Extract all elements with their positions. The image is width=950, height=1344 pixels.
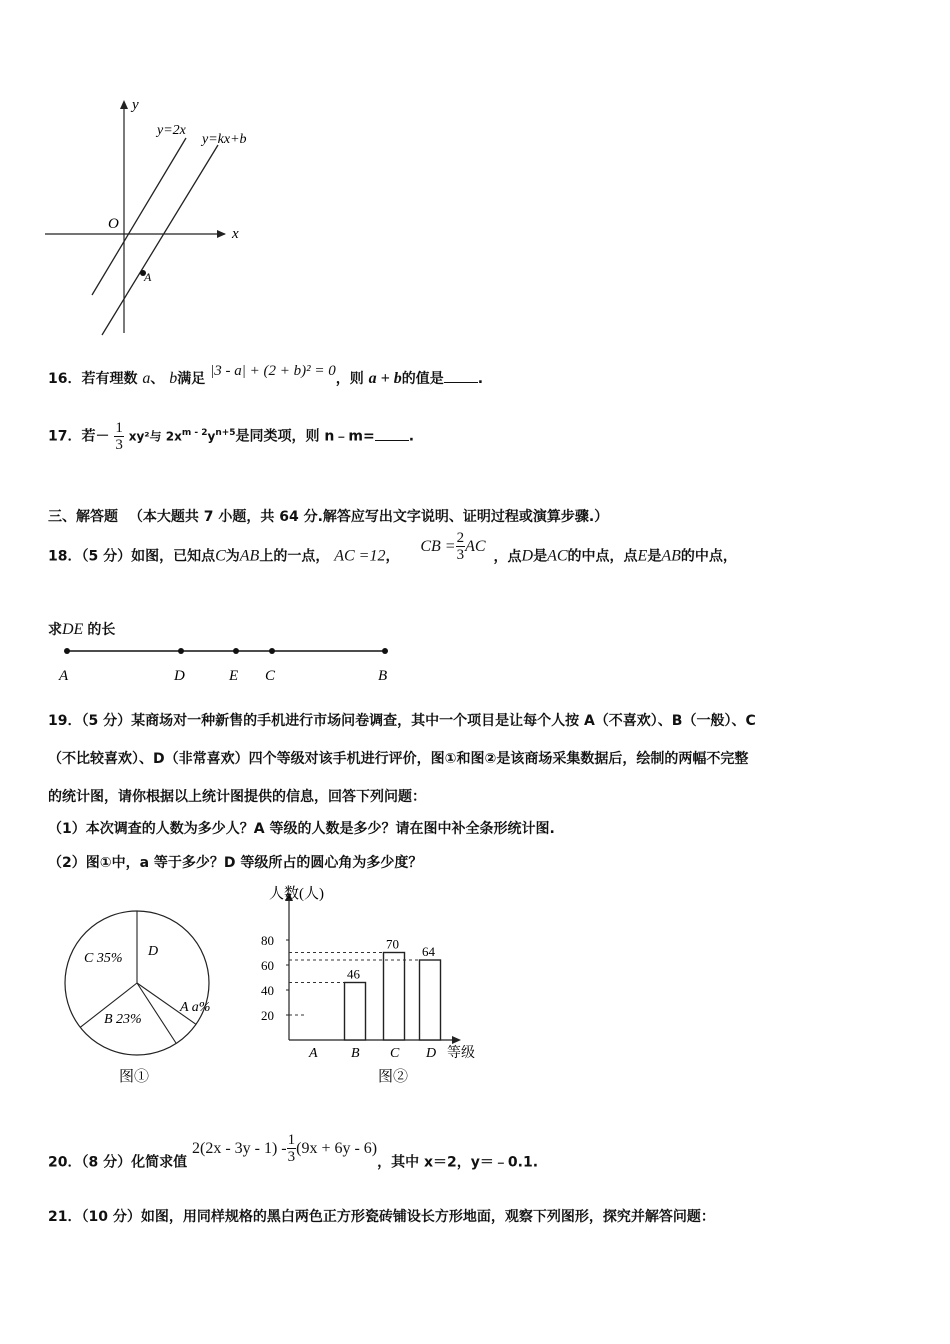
question-19-line2: （不比较喜欢）、D（非常喜欢）四个等级对该手机进行评价，图①和图②是该商场采集数据后，绘制的两幅不完整	[48, 751, 749, 767]
bar-chart	[255, 880, 490, 1090]
q17-end: .	[408, 428, 415, 445]
q16-text-b: 满足	[177, 371, 206, 387]
pie-slice-label: B 23%	[104, 1012, 142, 1027]
q18-cb-eq: CB =	[420, 537, 456, 555]
q18-ac-eq: AC =12	[334, 547, 386, 565]
q17-number: 17．	[48, 428, 82, 445]
q18-number: 18．	[48, 548, 82, 565]
q18-text-f: 的中点，点	[567, 548, 638, 565]
q20-expr-a: 2(2x - 3y - 1) -	[191, 1139, 287, 1157]
x-axis-label: x	[232, 226, 239, 242]
q18-fraction	[456, 530, 466, 563]
bar-d	[420, 960, 441, 1040]
point-d-dot	[178, 648, 184, 654]
pie-slice-label: D	[148, 944, 159, 959]
q18-text-g: 是	[647, 548, 662, 565]
bar-c	[384, 953, 405, 1041]
bar-y-tick-label: 60	[261, 958, 274, 973]
origin-label: O	[108, 216, 119, 232]
question-20	[48, 1132, 539, 1179]
q18-ab2: AB	[661, 547, 681, 565]
question-21: 21．（10 分）如图，用同样规格的黑白两色正方形瓷砖铺设长方形地面，观察下列图形，探究并解答问题：	[48, 1209, 715, 1225]
line1-label: y=2x	[157, 123, 186, 138]
q20-text-a: 化简求值	[131, 1154, 188, 1171]
q17-text-a: 若－	[81, 428, 110, 445]
q17-answer-blank[interactable]	[375, 428, 409, 441]
bar-b	[345, 983, 366, 1041]
q18-pt-d: D	[521, 547, 534, 565]
label-b: B	[378, 668, 388, 684]
question-18	[48, 530, 737, 573]
point-c-dot	[269, 648, 275, 654]
q17-fraction	[114, 420, 124, 453]
q20-formula	[191, 1132, 378, 1165]
question-19-line3: 的统计图，请你根据以上统计图提供的信息，回答下列问题：	[48, 789, 426, 805]
question-19-line1: 19．（5 分）某商场对一种新售的手机进行市场问卷调查，其中一个项目是让每个人按 A（不喜欢）、B（一般）、C	[48, 713, 756, 729]
line2-label: y=kx+b	[202, 132, 247, 147]
bar-category-label: C	[390, 1046, 400, 1061]
q16-answer-blank[interactable]	[444, 370, 478, 383]
pie-slice-label: A a%	[180, 1000, 211, 1015]
question-19-sub2: （2）图①中，a 等于多少？D 等级所占的圆心角为多少度？	[48, 855, 423, 871]
q16-text-d: 的值是	[401, 371, 444, 387]
q20-frac-num: 1	[287, 1132, 296, 1148]
q17-term1-exp: m - 2	[181, 427, 208, 438]
linear-function-graph	[40, 95, 265, 340]
q16-text-a: 若有理数	[81, 371, 138, 387]
q18-ac2: AC	[547, 547, 568, 565]
q18-cb-formula	[420, 530, 486, 563]
q20-score: （8 分）	[81, 1154, 132, 1171]
q18-text-b: 为	[225, 548, 240, 565]
q16-number: 16．	[48, 371, 82, 387]
bar-x-label: 等级	[447, 1046, 475, 1061]
section-3-desc: （本大题共 7 小题，共 64 分.解答应写出文字说明、证明过程或演算步骤.）	[128, 509, 609, 525]
bar-caption: 图②	[378, 1069, 409, 1085]
q18-ac: AC	[465, 537, 486, 555]
q18-text-a: 如图，已知点	[131, 548, 216, 565]
label-c: C	[265, 668, 276, 684]
label-e: E	[229, 668, 239, 684]
bar-value-label: 70	[386, 936, 399, 952]
bar-category-label: A	[309, 1046, 318, 1061]
question-16	[48, 363, 484, 388]
point-a-dot	[64, 648, 70, 654]
bar-value-label: 46	[347, 966, 360, 982]
pie-slice-label: C 35%	[84, 951, 123, 966]
q16-var-b: b	[169, 370, 178, 387]
q18-text-c: 上的一点，	[259, 548, 330, 565]
bar-value-label: 64	[422, 944, 435, 959]
q18-line2-a: 求	[48, 622, 62, 638]
bar-x-axis-arrow	[452, 1036, 461, 1044]
q16-var-a: a	[142, 370, 151, 387]
bar-y-tick-label: 20	[261, 1008, 274, 1023]
point-a-label: A	[144, 270, 152, 284]
q17-term1-y: y	[207, 429, 216, 444]
bar-category-label: D	[426, 1046, 437, 1061]
q17-text-b: 是同类项，则 n﹣m=	[235, 428, 375, 445]
bar-category-label: B	[351, 1046, 360, 1061]
q17-term1-yexp: n+5	[215, 427, 236, 438]
q18-pt-e: E	[637, 547, 648, 565]
question-18-line2	[48, 619, 115, 639]
q18-score: （5 分）	[81, 548, 132, 565]
label-d: D	[174, 668, 185, 684]
pie-divider-a-b	[137, 983, 176, 1043]
question-17	[48, 420, 414, 453]
point-b-dot	[382, 648, 388, 654]
pie-chart	[62, 898, 222, 1090]
q20-text-b: ，其中 x＝2，y＝﹣0.1.	[377, 1154, 539, 1171]
q18-line2-b: 的长	[87, 622, 116, 638]
y-axis-label: y	[132, 97, 139, 113]
q20-number: 20．	[48, 1154, 82, 1171]
bar-y-tick-label: 40	[261, 983, 274, 998]
question-19-sub1: （1）本次调查的人数为多少人？A 等级的人数是多少？请在图中补全条形统计图.	[48, 821, 555, 837]
q18-sep: ，	[385, 548, 400, 565]
q18-de: DE	[62, 621, 84, 638]
q16-sep: 、	[150, 371, 165, 387]
q20-expr-b: (9x + 6y - 6)	[296, 1139, 378, 1157]
q18-frac-num: 2	[456, 530, 465, 546]
section-3-title: 三、解答题	[48, 509, 118, 525]
point-e-dot	[233, 648, 239, 654]
q16-expr: a + b	[368, 370, 402, 387]
q16-text-c: ，则	[335, 371, 364, 387]
q18-text-h: 的中点，	[680, 548, 737, 565]
section-3-heading	[48, 506, 608, 526]
q18-frac-den: 3	[456, 547, 465, 563]
q18-text-e: 是	[533, 548, 548, 565]
label-a: A	[59, 668, 69, 684]
bar-y-tick-label: 80	[261, 933, 274, 948]
q20-frac-den: 3	[287, 1149, 296, 1165]
q20-fraction	[287, 1132, 297, 1165]
q18-pt-c: C	[215, 547, 226, 565]
q17-term1: xy²与 2x	[128, 429, 182, 444]
q18-seg-ab: AB	[239, 547, 260, 565]
bar-y-label: 人数(人)	[269, 886, 324, 902]
q17-frac-den: 3	[115, 437, 123, 453]
q16-formula: |3 - a| + (2 + b)² = 0	[210, 363, 336, 379]
q18-text-d: ，点	[493, 548, 522, 565]
q17-frac-num: 1	[115, 420, 123, 436]
segment-diagram	[50, 640, 400, 690]
pie-caption: 图①	[119, 1069, 150, 1085]
q16-end: .	[477, 371, 484, 387]
